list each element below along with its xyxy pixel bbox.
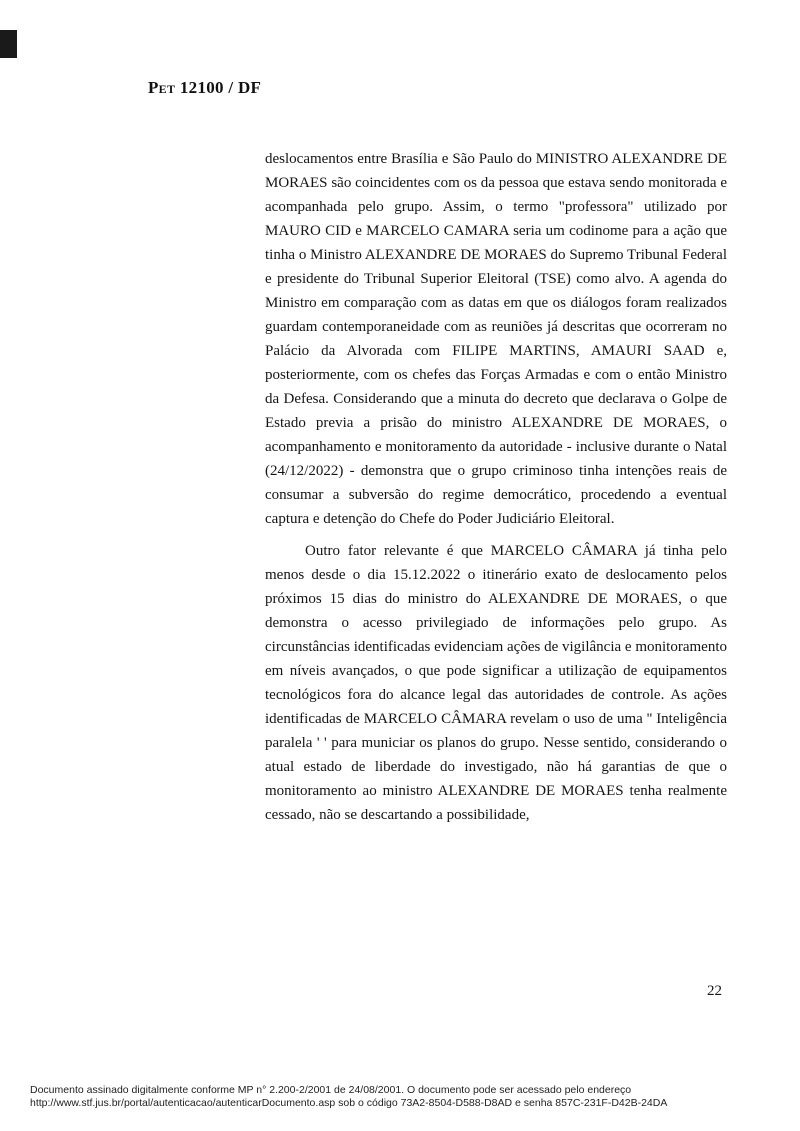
case-number-header: Pet 12100 / DF bbox=[148, 78, 262, 97]
footer-line-1: Documento assinado digitalmente conforme MP n° 2.200-2/2001 de 24/08/2001. O documento pode ser acessado pelo endereço bbox=[30, 1084, 632, 1096]
body-paragraph: Outro fator relevante é que MARCELO CÂMARA já tinha pelo menos desde o dia 15.12.2022 o itinerário exato de deslocamento pelos próximos 15 dias do ministro do ALEXANDRE DE MORAES, o que demonstra o acesso privilegiado de informações pelo grupo. As circunstâncias identificadas evidenciam ações de vigilância e monitoramento em níveis avançados, o que pode significar a utilização de equipamentos tecnológicos fora do alcance legal das autoridades de controle. As ações identificadas de MARCELO CÂMARA revelam o uso de uma '' Inteligência paralela ' ' para municiar os planos do grupo. Nesse sentido, considerando o atual estado de liberdade do investigado, não há garantias de que o monitoramento ao ministro ALEXANDRE DE MORAES tenha realmente cessado, não se descartando a possibilidade, bbox=[265, 543, 727, 823]
digital-signature-footer bbox=[30, 1084, 667, 1110]
scan-corner-mark bbox=[0, 30, 17, 58]
document-body bbox=[265, 147, 727, 827]
page-number: 22 bbox=[707, 983, 722, 999]
body-paragraph: deslocamentos entre Brasília e São Paulo do MINISTRO ALEXANDRE DE MORAES são coincidentes com os da pessoa que estava sendo monitorada e acompanhada pelo grupo. Assim, o termo "professora" utilizado por MAURO CID e MARCELO CAMARA seria um codinome para a ação que tinha o Ministro ALEXANDRE DE MORAES do Supremo Tribunal Federal e presidente do Tribunal Superior Eleitoral (TSE) como alvo. A agenda do Ministro em comparação com as datas em que os diálogos foram realizados guardam contemporaneidade com as reuniões já descritas que ocorreram no Palácio da Alvorada com FILIPE MARTINS, AMAURI SAAD e, posteriormente, com os chefes das Forças Armadas e com o então Ministro da Defesa. Considerando que a minuta do decreto que declarava o Golpe de Estado previa a prisão do ministro ALEXANDRE DE MORAES, o acompanhamento e monitoramento da autoridade - inclusive durante o Natal (24/12/2022) - demonstra que o grupo criminoso tinha intenções reais de consumar a subversão do regime democrático, procedendo a eventual captura e detenção do Chefe do Poder Judiciário Eleitoral. bbox=[265, 151, 727, 527]
footer-line-2: http://www.stf.jus.br/portal/autenticacao/autenticarDocumento.asp sob o código 73A2-8504-D588-D8AD e senha 857C-231F-D42B-24DA bbox=[30, 1097, 668, 1109]
